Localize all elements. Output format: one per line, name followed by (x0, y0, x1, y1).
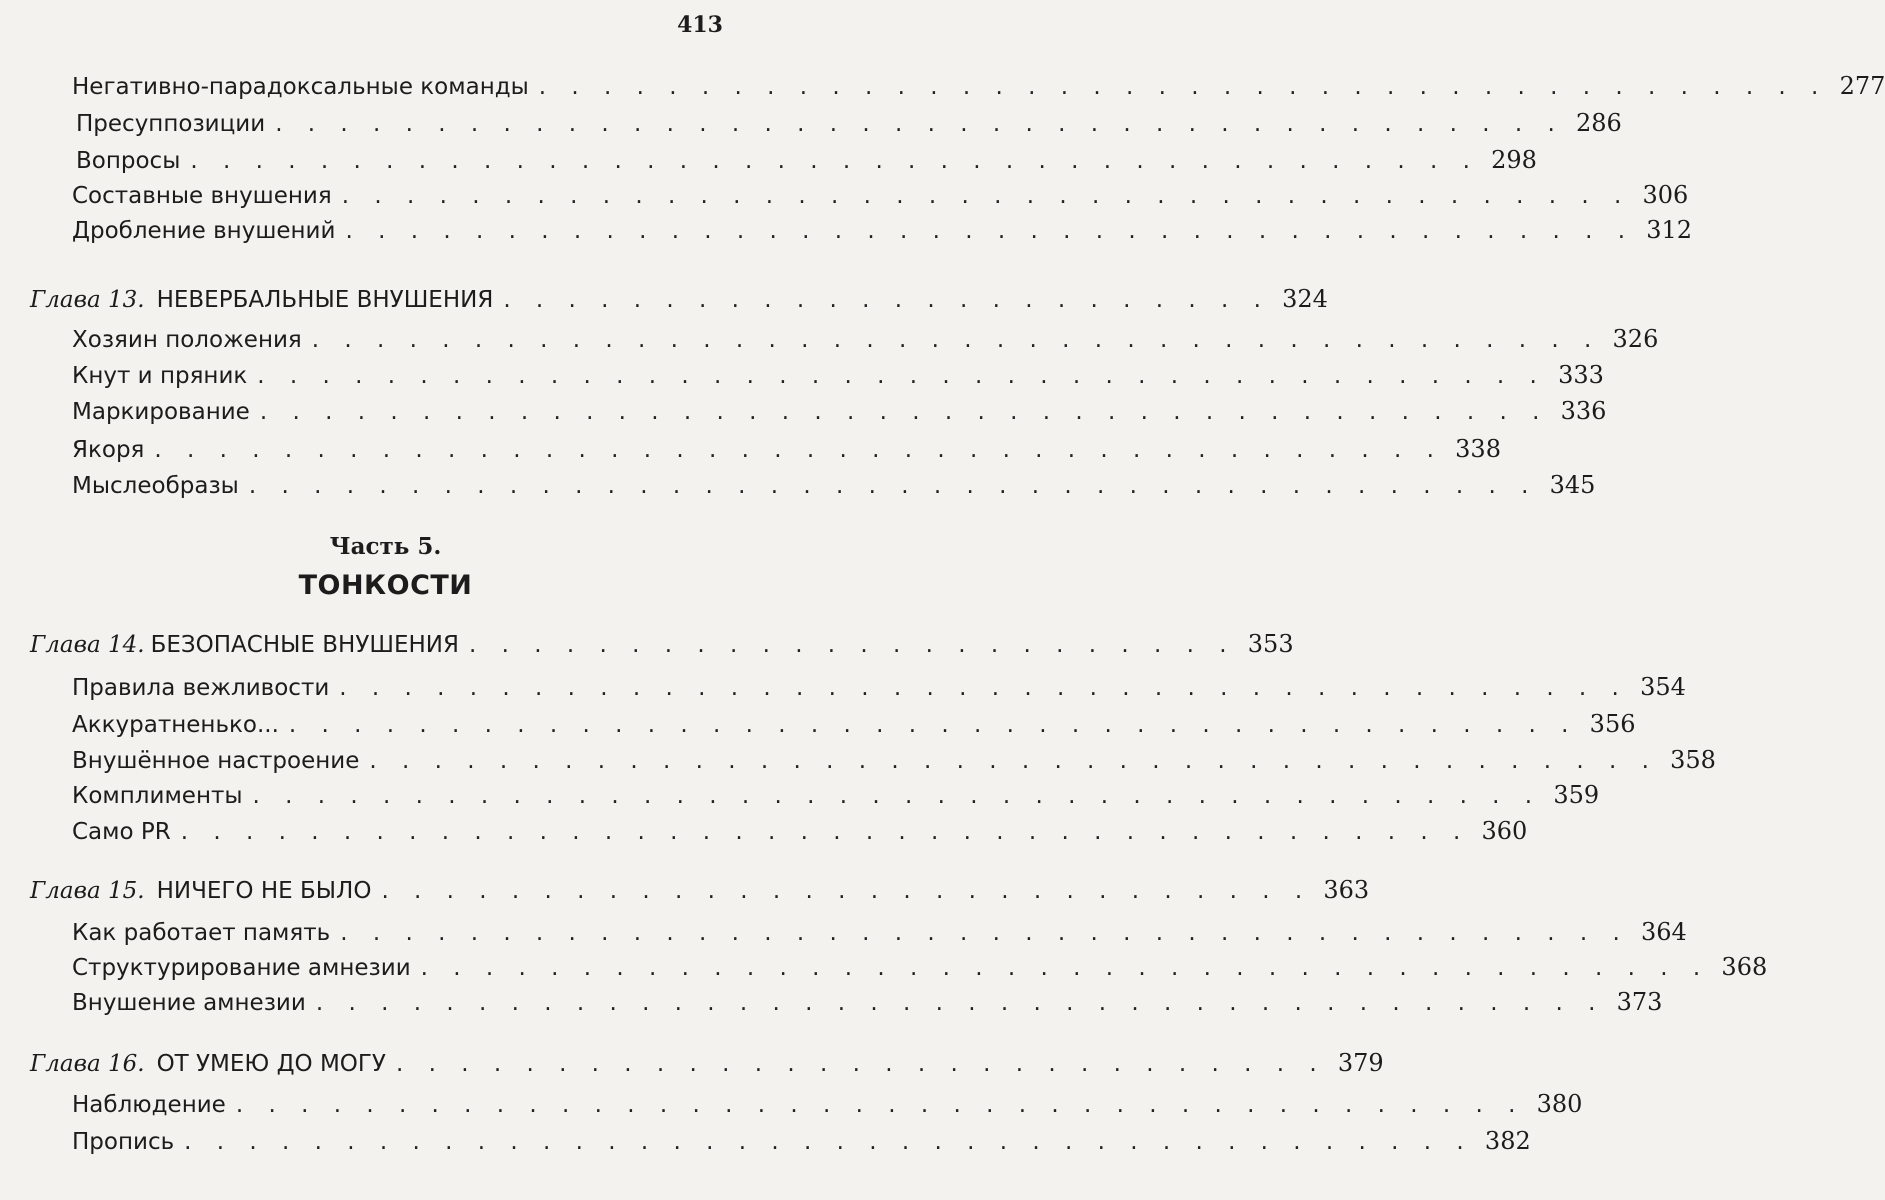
dot-leader: . . . . . . . . . . . . . . . . . . . . . . . . . . . . . . . . . . . . . . . . (369, 748, 1658, 774)
toc-entry (0, 817, 1528, 849)
toc-entry-page: 336 (1560, 397, 1607, 425)
toc-entry-title: Хозяин положения (72, 327, 302, 353)
toc-entry (0, 953, 1768, 985)
toc-entry-title: Структурирование амнезии (72, 955, 411, 981)
toc-entry-title: Составные внушения (72, 183, 332, 209)
part-title: ТОНКОСТИ (298, 570, 473, 601)
toc-entry (0, 181, 1689, 213)
toc-entry-title: Дробление внушений (72, 218, 336, 244)
toc-entry-page: 356 (1589, 710, 1636, 738)
toc-entry-page: 286 (1575, 109, 1622, 137)
toc-entry (0, 109, 1622, 141)
chapter-label: Глава 15. (30, 878, 145, 904)
toc-chapter-15 (0, 876, 1370, 908)
toc-entry-title: Наблюдение (72, 1092, 226, 1118)
toc-entry-title: Кнут и пряник (72, 363, 248, 389)
toc-entry-title: Само PR (72, 819, 171, 845)
toc-entry (0, 471, 1596, 503)
chapter-page: 353 (1247, 630, 1294, 658)
toc-entry-title: Негативно-парадоксальные команды (72, 74, 529, 100)
toc-entry (0, 1090, 1583, 1122)
dot-leader: . . . . . . . . . . . . . . . . . . . . . . . . . . . . . . . . . . . . . . . . (345, 218, 1635, 244)
toc-entry (0, 988, 1663, 1020)
toc-entry (0, 1127, 1531, 1159)
toc-entry-title: Правила вежливости (72, 675, 330, 701)
toc-entry-page: 345 (1549, 471, 1596, 499)
toc-entry-page: 373 (1616, 988, 1663, 1016)
dot-leader: . . . . . . . . . . . . . . . . . . . . . . . . . . . . . . . . . . . . . . . . (259, 399, 1549, 425)
toc-entry-page: 298 (1491, 146, 1537, 174)
toc-entry (0, 710, 1636, 742)
toc-entry-title: Внушение амнезии (72, 990, 306, 1016)
toc-entry-page: 380 (1536, 1090, 1583, 1118)
toc-entry (0, 918, 1687, 950)
toc-entry-page: 277 (1839, 72, 1885, 100)
toc-entry-title: Якоря (72, 437, 145, 463)
dot-leader: . . . . . . . . . . . . . . . . . . . . . . . . . . . . . . . . . . . . . . . . (248, 473, 1538, 499)
dot-leader: . . . . . . . . . . . . . . . . . . . . . . . . . . . . . . . . . . . . . . . . (311, 327, 1601, 353)
toc-entry-title: Вопросы (76, 148, 181, 174)
dot-leader: . . . . . . . . . . . . . . . . . . . . . . . . . . . . . . . . . . . . . . . . (315, 990, 1605, 1016)
toc-entry-page: 368 (1721, 953, 1768, 981)
toc-chapter-14 (0, 630, 1294, 662)
toc-entry (0, 361, 1604, 393)
chapter-page: 363 (1323, 876, 1370, 904)
toc-entry-page: 306 (1642, 181, 1689, 209)
dot-leader: . . . . . . . . . . . . . . . . . . . . . . . . . . . . . (381, 878, 1312, 904)
chapter-label: Глава 16. (30, 1051, 145, 1077)
toc-entry-page: 364 (1640, 918, 1687, 946)
toc-entry (0, 435, 1501, 467)
chapter-title: ОТ УМЕЮ ДО МОГУ (156, 1051, 386, 1077)
dot-leader: . . . . . . . . . . . . . . . . . . . . . . . . . . . . . . . . . . . . . . . . (339, 675, 1628, 701)
toc-entry-title: Как работает память (72, 920, 331, 946)
dot-leader: . . . . . . . . . . . . . . . . . . . . . . . . (468, 632, 1236, 658)
dot-leader: . . . . . . . . . . . . . . . . . . . . . . . . . . . . . . . . . . . . . . . . (190, 148, 1479, 174)
dot-leader: . . . . . . . . . . . . . . . . . . . . . . . . . . . . . . . . . . . . . . . . (184, 1129, 1473, 1155)
toc-entry (0, 216, 1693, 248)
toc-entry-title: Мыслеобразы (72, 473, 239, 499)
page-number: 413 (677, 12, 723, 38)
toc-entry-page: 354 (1640, 673, 1686, 701)
toc-chapter-13 (0, 285, 1328, 317)
toc-entry-page: 358 (1670, 746, 1716, 774)
dot-leader: . . . . . . . . . . . . . . . . . . . . . . . . . . . . . . . . . . . . . . . . (257, 363, 1546, 389)
toc-entry-page: 382 (1484, 1127, 1531, 1155)
dot-leader: . . . . . . . . . . . . . . . . . . . . . . . . . . . . . (395, 1051, 1326, 1077)
toc-entry (0, 325, 1659, 357)
toc-chapter-16 (0, 1049, 1384, 1081)
toc-entry-title: Аккуратненько... (72, 712, 279, 738)
dot-leader: . . . . . . . . . . . . . . . . . . . . . . . . . . . . . . . . . . . . . . . . (538, 74, 1828, 100)
chapter-title: НИЧЕГО НЕ БЫЛО (156, 878, 372, 904)
chapter-title: НЕВЕРБАЛЬНЫЕ ВНУШЕНИЯ (156, 287, 494, 313)
toc-entry-page: 333 (1558, 361, 1604, 389)
dot-leader: . . . . . . . . . . . . . . . . . . . . . . . . . . . . . . . . . . . . . . . . (341, 183, 1631, 209)
chapter-label: Глава 14. (30, 632, 145, 658)
chapter-title: БЕЗОПАСНЫЕ ВНУШЕНИЯ (150, 632, 459, 658)
dot-leader: . . . . . . . . . . . . . . . . . . . . . . . . . . . . . . . . . . . . . . . . (420, 955, 1710, 981)
chapter-page: 379 (1337, 1049, 1384, 1077)
toc-entry-title: Пресуппозиции (76, 111, 266, 137)
toc-entry (0, 673, 1686, 705)
toc-entry (0, 397, 1607, 429)
chapter-page: 324 (1282, 285, 1328, 313)
toc-entry-title: Внушённое настроение (72, 748, 360, 774)
toc-entry-page: 312 (1646, 216, 1693, 244)
toc-entry-title: Комплименты (72, 783, 243, 809)
dot-leader: . . . . . . . . . . . . . . . . . . . . . . . . . . . . . . . . . . . . . . . . (252, 783, 1542, 809)
toc-entry-page: 326 (1612, 325, 1659, 353)
toc-entry-title: Пропись (72, 1129, 175, 1155)
dot-leader: . . . . . . . . . . . . . . . . . . . . . . . . . . . . . . . . . . . . . . . . (288, 712, 1578, 738)
toc-entry-title: Маркирование (72, 399, 250, 425)
dot-leader: . . . . . . . . . . . . . . . . . . . . . . . . . . . . . . . . . . . . . . . . (180, 819, 1470, 845)
toc-entry-page: 338 (1455, 435, 1501, 463)
part-label: Часть 5. (329, 533, 442, 560)
toc-entry-page: 360 (1481, 817, 1528, 845)
dot-leader: . . . . . . . . . . . . . . . . . . . . . . . . . . . . . . . . . . . . . . . . (235, 1092, 1525, 1118)
toc-entry (0, 72, 1885, 104)
dot-leader: . . . . . . . . . . . . . . . . . . . . . . . . . . . . . . . . . . . . . . . . (275, 111, 1564, 137)
toc-entry-page: 359 (1553, 781, 1600, 809)
toc-entry (0, 746, 1716, 778)
dot-leader: . . . . . . . . . . . . . . . . . . . . . . . . (503, 287, 1270, 313)
dot-leader: . . . . . . . . . . . . . . . . . . . . . . . . . . . . . . . . . . . . . . . . (154, 437, 1443, 463)
dot-leader: . . . . . . . . . . . . . . . . . . . . . . . . . . . . . . . . . . . . . . . . (340, 920, 1629, 946)
toc-entry (0, 781, 1600, 813)
chapter-label: Глава 13. (30, 287, 145, 313)
toc-entry (0, 146, 1537, 178)
